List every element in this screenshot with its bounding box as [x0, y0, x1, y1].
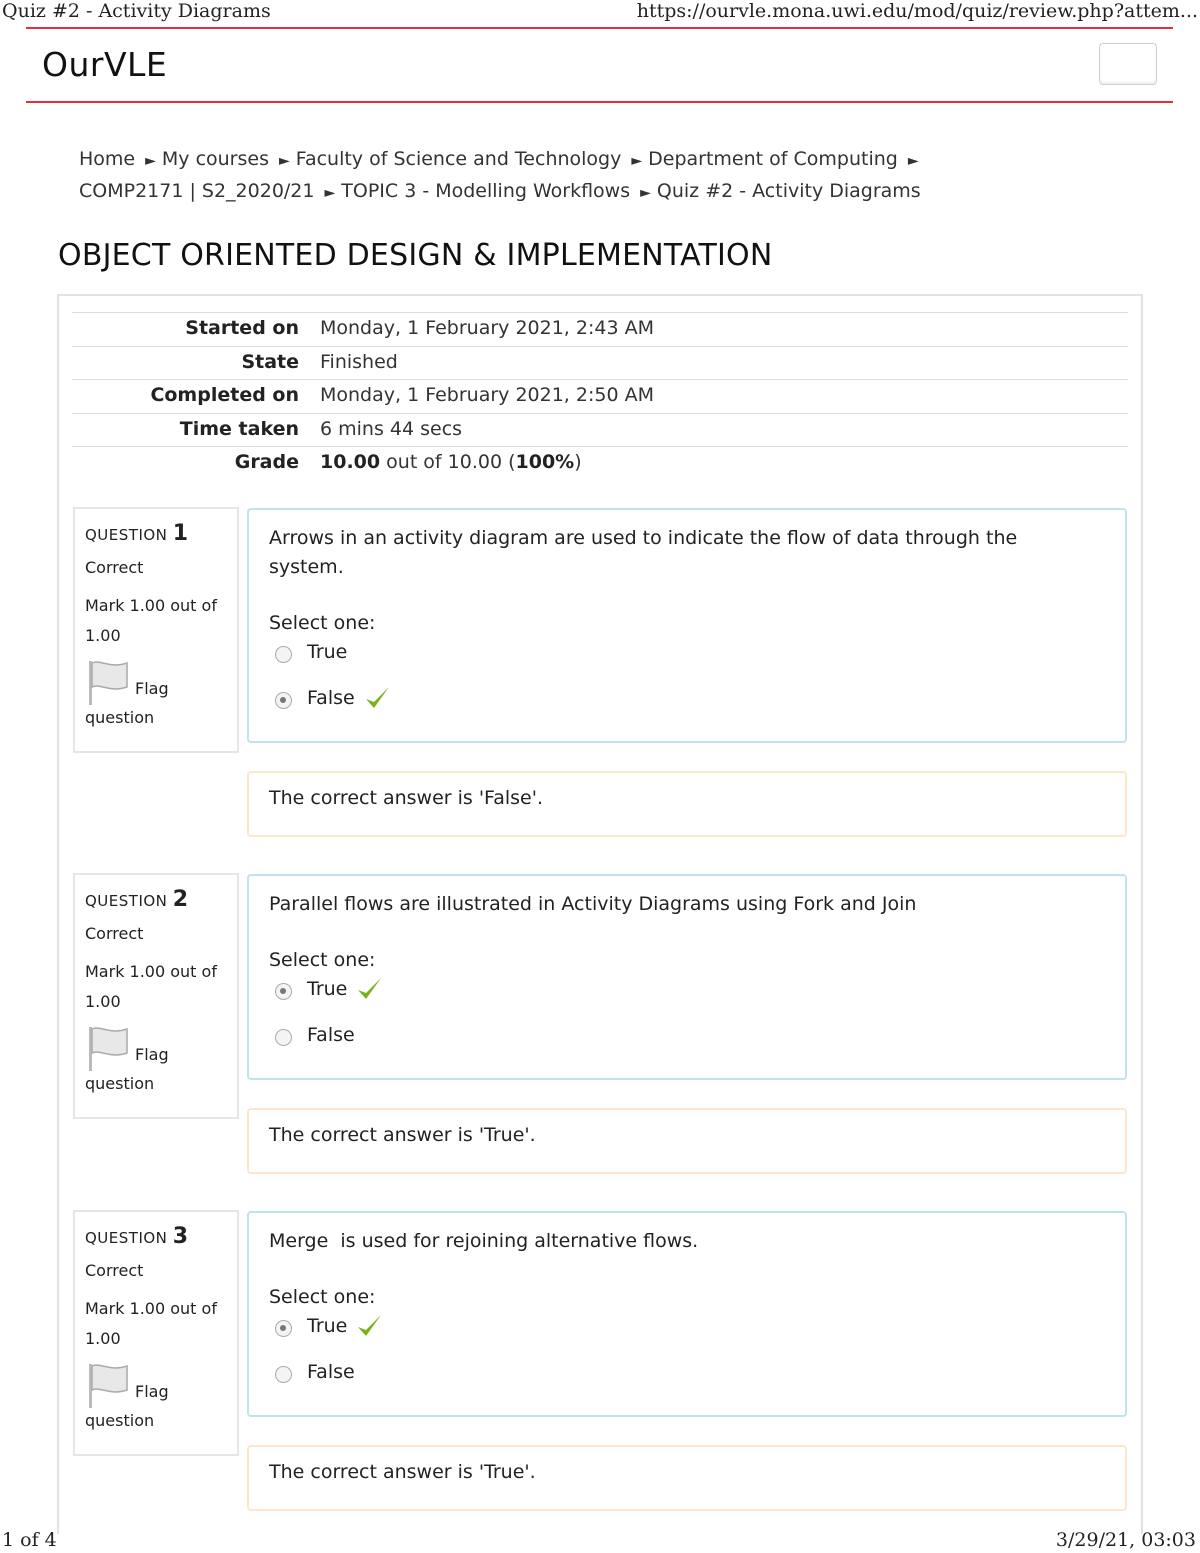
- breadcrumb-separator-icon: ►: [640, 185, 651, 201]
- breadcrumb-item-home[interactable]: Home: [79, 148, 136, 170]
- flag-question-button[interactable]: [85, 659, 227, 733]
- question-mark: Mark 1.00 out of 1.00: [85, 1299, 217, 1348]
- option-label: False: [307, 687, 355, 709]
- feedback-box-3: [247, 1445, 1127, 1511]
- breadcrumb-separator-icon: ►: [907, 153, 919, 169]
- answer-option-false[interactable]: [269, 1021, 1105, 1063]
- flag-question-button[interactable]: [85, 1362, 227, 1436]
- time-value: 6 mins 44 secs: [320, 417, 463, 440]
- question-number-value: 3: [172, 1224, 189, 1249]
- print-header: [0, 0, 1200, 26]
- question-label: QUESTION: [85, 1229, 168, 1247]
- completed-value: Monday, 1 February 2021, 2:50 AM: [320, 384, 654, 406]
- question-number: [85, 887, 227, 912]
- flag-icon: [87, 1025, 131, 1073]
- flag-icon: [87, 659, 131, 707]
- option-label: True: [307, 978, 348, 1000]
- summary-row-grade: [72, 446, 1128, 480]
- select-one-prompt: Select one:: [269, 949, 376, 971]
- radio-false[interactable]: [275, 692, 292, 709]
- question-info-2: [73, 873, 239, 1119]
- state-label: State: [241, 350, 299, 373]
- correct-check-icon: [355, 975, 383, 1003]
- completed-label: Completed on: [150, 384, 299, 406]
- grade-score: 10.00: [320, 451, 381, 473]
- feedback-text: The correct answer is 'False'.: [269, 787, 544, 809]
- question-mark: Mark 1.00 out of 1.00: [85, 596, 217, 645]
- question-state: Correct: [85, 558, 144, 577]
- grade-mid: out of 10.00 (: [380, 451, 516, 473]
- question-state: Correct: [85, 924, 144, 943]
- question-text: Merge is used for rejoining alternative flows.: [269, 1230, 699, 1252]
- flag-label: Flag: [135, 679, 169, 698]
- time-label: Time taken: [179, 417, 299, 440]
- radio-true[interactable]: [275, 983, 292, 1000]
- answer-option-true[interactable]: [269, 1312, 1105, 1354]
- site-brand[interactable]: OurVLE: [42, 45, 168, 84]
- flag-label-2: question: [85, 1074, 155, 1093]
- radio-false[interactable]: [275, 1366, 292, 1383]
- started-label: Started on: [185, 317, 299, 339]
- question-number: [85, 1224, 227, 1249]
- state-value: Finished: [320, 350, 398, 373]
- radio-false[interactable]: [275, 1029, 292, 1046]
- attempt-summary-table: [72, 312, 1128, 480]
- correct-check-icon: [363, 684, 391, 712]
- started-value: Monday, 1 February 2021, 2:43 AM: [320, 317, 654, 339]
- summary-row-started: [72, 312, 1128, 346]
- print-datetime: 3/29/21, 03:03: [1055, 1529, 1196, 1551]
- grade-percent: 100%: [515, 451, 575, 473]
- summary-row-completed: [72, 379, 1128, 413]
- question-info-3: [73, 1210, 239, 1456]
- grade-label: Grade: [234, 451, 299, 473]
- breadcrumb-item-quiz[interactable]: Quiz #2 - Activity Diagrams: [656, 180, 921, 202]
- question-state: Correct: [85, 1261, 144, 1280]
- grade-value: [320, 451, 582, 473]
- print-footer: [0, 1529, 1200, 1553]
- summary-row-time: [72, 413, 1128, 447]
- breadcrumb-item-topic[interactable]: TOPIC 3 - Modelling Workflows: [341, 180, 631, 202]
- breadcrumb-item-my-courses[interactable]: My courses: [161, 148, 269, 170]
- correct-check-icon: [355, 1312, 383, 1340]
- flag-label: Flag: [135, 1045, 169, 1064]
- answer-option-false[interactable]: [269, 1358, 1105, 1400]
- answer-option-false[interactable]: [269, 684, 1105, 726]
- question-formulation-2: [247, 874, 1127, 1080]
- flag-label-2: question: [85, 708, 155, 727]
- radio-true[interactable]: [275, 1320, 292, 1337]
- radio-true[interactable]: [275, 646, 292, 663]
- breadcrumb: [79, 144, 1059, 208]
- breadcrumb-item-faculty[interactable]: Faculty of Science and Technology: [295, 148, 622, 170]
- breadcrumb-separator-icon: ►: [145, 153, 156, 169]
- question-mark: Mark 1.00 out of 1.00: [85, 962, 217, 1011]
- feedback-box-1: [247, 771, 1127, 837]
- question-label: QUESTION: [85, 892, 168, 910]
- flag-icon: [87, 1362, 131, 1410]
- select-one-prompt: Select one:: [269, 612, 376, 634]
- breadcrumb-item-course[interactable]: COMP2171 | S2_2020/21: [79, 180, 315, 202]
- answer-option-true[interactable]: [269, 975, 1105, 1017]
- flag-question-button[interactable]: [85, 1025, 227, 1099]
- print-title: Quiz #2 - Activity Diagrams: [2, 0, 271, 22]
- option-label: True: [307, 1315, 348, 1337]
- breadcrumb-separator-icon: ►: [631, 153, 643, 169]
- question-formulation-3: [247, 1211, 1127, 1417]
- question-number-value: 2: [172, 887, 189, 912]
- breadcrumb-separator-icon: ►: [278, 153, 290, 169]
- nav-toggle-button[interactable]: [1099, 43, 1157, 85]
- page-count: 1 of 4: [2, 1529, 57, 1551]
- question-text: Arrows in an activity diagram are used to indicate the flow of data through the system.: [269, 527, 1018, 578]
- flag-label-2: question: [85, 1411, 155, 1430]
- question-text: Parallel flows are illustrated in Activity Diagrams using Fork and Join: [269, 893, 917, 915]
- site-header: [26, 27, 1173, 103]
- grade-end: ): [574, 451, 582, 473]
- question-number: [85, 521, 227, 546]
- question-info-1: [73, 507, 239, 753]
- breadcrumb-separator-icon: ►: [324, 185, 336, 201]
- summary-row-state: [72, 346, 1128, 380]
- flag-label: Flag: [135, 1382, 169, 1401]
- answer-option-true[interactable]: [269, 638, 1105, 680]
- feedback-box-2: [247, 1108, 1127, 1174]
- print-url: https://ourvle.mona.uwi.edu/mod/quiz/review.php?attem...: [636, 0, 1198, 22]
- breadcrumb-item-department[interactable]: Department of Computing: [648, 148, 898, 170]
- select-one-prompt: Select one:: [269, 1286, 376, 1308]
- option-label: False: [307, 1024, 355, 1046]
- question-formulation-1: [247, 508, 1127, 743]
- feedback-text: The correct answer is 'True'.: [269, 1461, 536, 1483]
- option-label: False: [307, 1361, 355, 1383]
- question-number-value: 1: [172, 521, 189, 546]
- page-title: OBJECT ORIENTED DESIGN & IMPLEMENTATION: [58, 238, 773, 273]
- question-label: QUESTION: [85, 526, 168, 544]
- feedback-text: The correct answer is 'True'.: [269, 1124, 536, 1146]
- option-label: True: [307, 641, 348, 663]
